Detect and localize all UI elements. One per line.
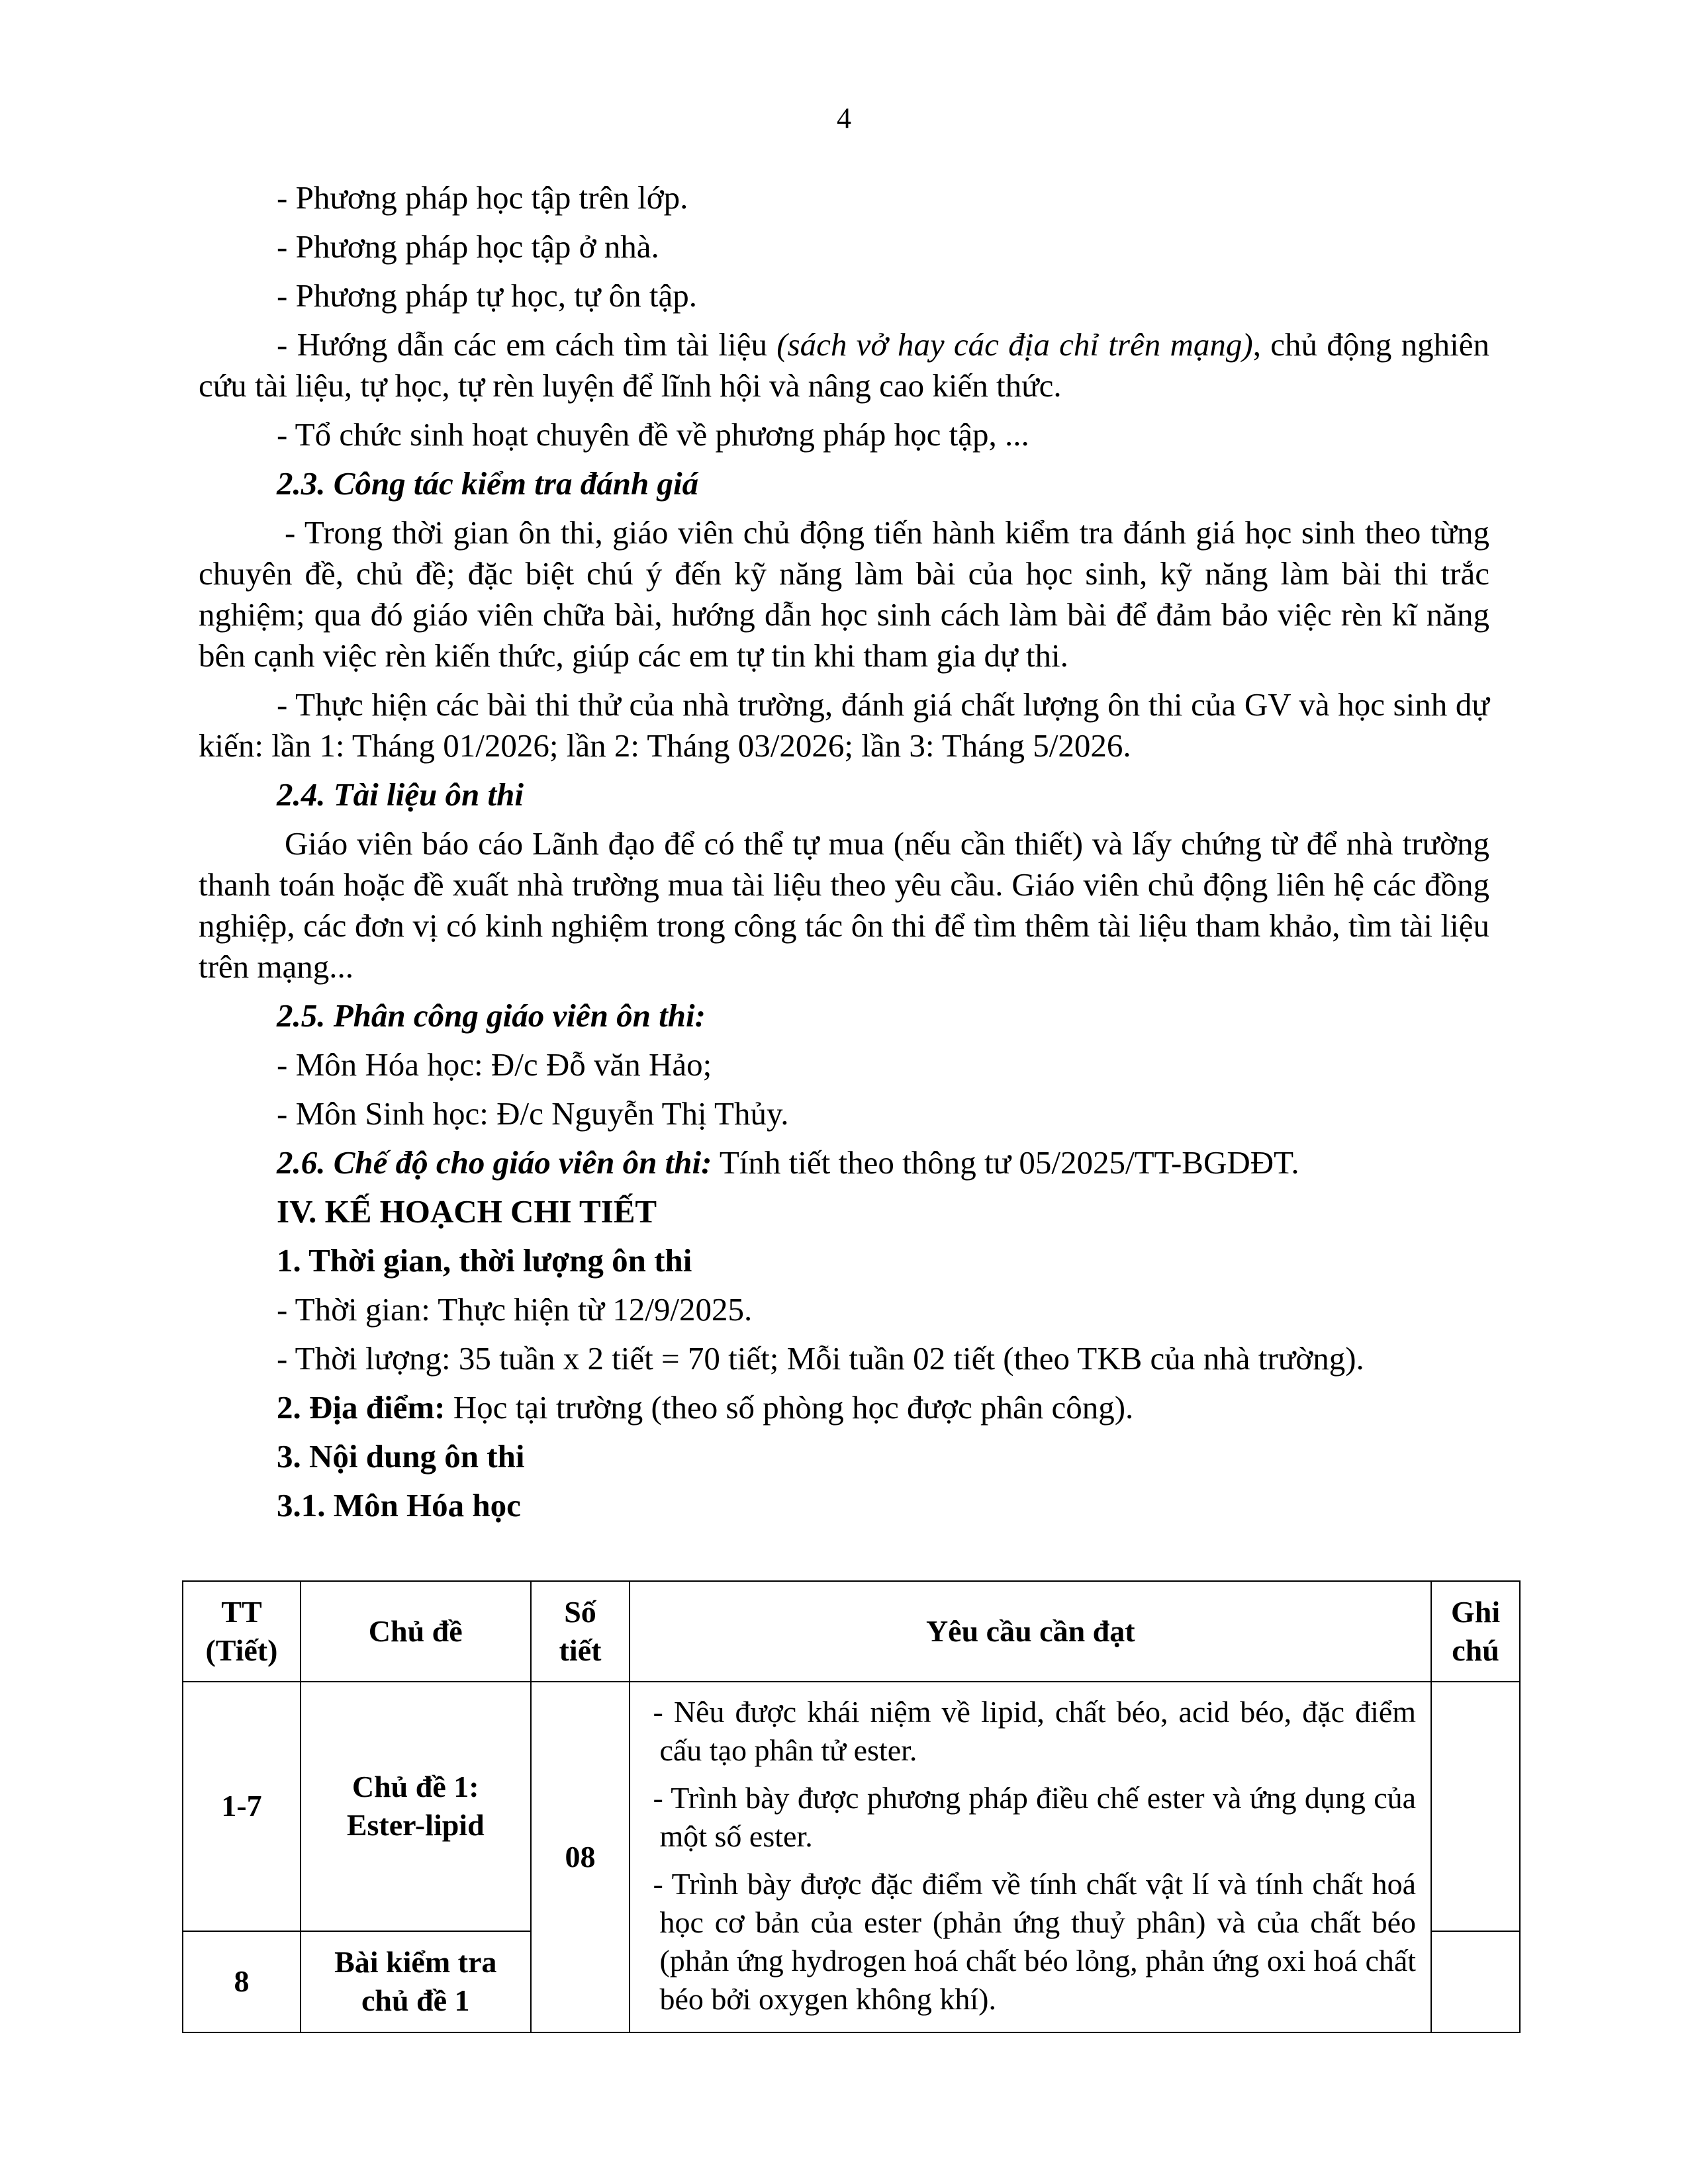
header-periods — [531, 1581, 630, 1682]
page-content — [199, 177, 1489, 1534]
heading-2-6: 2.6. Chế độ cho giáo viên ôn thi: — [277, 1144, 712, 1181]
requirements-cell — [630, 1682, 1431, 2032]
guide-paragraph — [199, 324, 1489, 406]
s24-paragraph: Giáo viên báo cáo Lãnh đạo để có thể tự mua (nếu cần thiết) và lấy chứng từ để nhà trường thanh toán hoặc đề xuất nhà trường mua tài liệu theo yêu cầu. Giáo viên chủ động liên hệ các đồng nghiệp, các đơn vị có kinh nghiệm trong công tác ôn thi để tìm thêm tài liệu tham khảo, tìm tài liệu trên mạng... — [199, 825, 1489, 985]
s26-text: Tính tiết theo thông tư 05/2025/TT-BGDĐT. — [712, 1144, 1299, 1181]
row-2-topic — [301, 1931, 531, 2032]
guide-pre: - Hướng dẫn các em cách tìm tài liệu — [277, 326, 777, 363]
header-note — [1431, 1581, 1520, 1682]
heading-2-4: 2.4. Tài liệu ôn thi — [277, 776, 524, 813]
table-header-row — [183, 1581, 1520, 1682]
heading-iv: IV. KẾ HOẠCH CHI TIẾT — [277, 1193, 657, 1230]
page-number: 4 — [837, 102, 851, 134]
header-tt-line-2: (Tiết) — [205, 1633, 278, 1667]
heading-1-time: 1. Thời gian, thời lượng ôn thi — [277, 1242, 692, 1279]
requirement-item: - Trình bày được phương pháp điều chế ester và ứng dụng của một số ester. — [653, 1781, 1417, 1853]
table-row — [183, 1682, 1520, 1931]
heading-3-content: 3. Nội dung ôn thi — [277, 1438, 525, 1475]
requirement-item: - Trình bày được đặc điểm về tính chất vật lí và tính chất hoá học cơ bản của ester (phản ứng thuỷ phân) và của chất béo (phản ứng hydrogen hoá chất béo lỏng, phản ứng oxi hoá chất béo bởi oxygen không khí). — [653, 1867, 1417, 2016]
row-1-tt: 1-7 — [183, 1682, 301, 1931]
guide-italic: (sách vở hay các địa chỉ trên mạng) — [776, 326, 1253, 363]
s26-line — [199, 1142, 1489, 1183]
row-2-note — [1431, 1931, 1520, 2032]
heading-2-5: 2.5. Phân công giáo viên ôn thi: — [277, 997, 706, 1034]
header-periods-line-1: Số — [564, 1595, 596, 1629]
s23-paragraph-2: - Thực hiện các bài thi thử của nhà trường, đánh giá chất lượng ôn thi của GV và học sinh dự kiến: lần 1: Tháng 01/2026; lần 2: Tháng 03/2026; lần 3: Tháng 5/2026. — [199, 686, 1489, 764]
place-label: 2. Địa điểm: — [277, 1389, 445, 1426]
header-note-line-1: Ghi — [1450, 1595, 1501, 1629]
method-line-3: - Phương pháp tự học, tự ôn tập. — [277, 277, 697, 314]
header-periods-line-2: tiết — [559, 1633, 602, 1667]
place-text: Học tại trường (theo số phòng học được phân công). — [445, 1389, 1134, 1426]
row-1-note — [1431, 1682, 1520, 1931]
row-1-topic — [301, 1682, 531, 1931]
chemistry-plan-table — [182, 1580, 1521, 2033]
row-2-tt: 8 — [183, 1931, 301, 2032]
header-note-line-2: chú — [1452, 1633, 1499, 1667]
teacher-biology: - Môn Sinh học: Đ/c Nguyễn Thị Thủy. — [277, 1095, 789, 1132]
time-line: - Thời gian: Thực hiện từ 12/9/2025. — [277, 1291, 753, 1328]
heading-3-1-chemistry: 3.1. Môn Hóa học — [277, 1487, 521, 1524]
header-tt — [183, 1581, 301, 1682]
method-line-2: - Phương pháp học tập ở nhà. — [277, 228, 659, 265]
heading-2-3: 2.3. Công tác kiểm tra đánh giá — [277, 465, 699, 502]
requirement-item: - Nêu được khái niệm về lipid, chất béo, acid béo, đặc điểm cấu tạo phân tử ester. — [653, 1695, 1417, 1767]
organize-line: - Tổ chức sinh hoạt chuyên đề về phương pháp học tập, ... — [277, 416, 1029, 453]
row-1-topic-line-2: Ester-lipid — [346, 1808, 485, 1843]
row-2-topic-line-1: Bài kiểm tra — [334, 1945, 497, 1979]
header-requirements: Yêu cầu cần đạt — [630, 1581, 1431, 1682]
duration-line: - Thời lượng: 35 tuần x 2 tiết = 70 tiết; Mỗi tuần 02 tiết (theo TKB của nhà trường). — [277, 1340, 1364, 1377]
teacher-chemistry: - Môn Hóa học: Đ/c Đỗ văn Hảo; — [277, 1046, 712, 1083]
row-2-topic-line-2: chủ đề 1 — [361, 1983, 470, 2018]
place-line — [199, 1387, 1489, 1428]
s23-paragraph-1: - Trong thời gian ôn thi, giáo viên chủ động tiến hành kiểm tra đánh giá học sinh theo từng chuyên đề, chủ đề; đặc biệt chú ý đến kỹ năng làm bài của học sinh, kỹ năng làm bài thi trắc nghiệm; qua đó giáo viên chữa bài, hướng dẫn học sinh cách làm bài để đảm bảo việc rèn kĩ năng bên cạnh việc rèn kiến thức, giúp các em tự tin khi tham gia dự thi. — [199, 514, 1489, 674]
periods-cell: 08 — [531, 1682, 630, 2032]
row-1-topic-line-1: Chủ đề 1: — [352, 1770, 479, 1804]
method-line-1: - Phương pháp học tập trên lớp. — [277, 179, 688, 216]
header-tt-line-1: TT — [221, 1595, 262, 1629]
header-topic: Chủ đề — [301, 1581, 531, 1682]
guide-post: , chủ động nghiên cứu tài liệu, tự học, tự rèn luyện để lĩnh hội và nâng cao kiến thức. — [199, 326, 1489, 404]
